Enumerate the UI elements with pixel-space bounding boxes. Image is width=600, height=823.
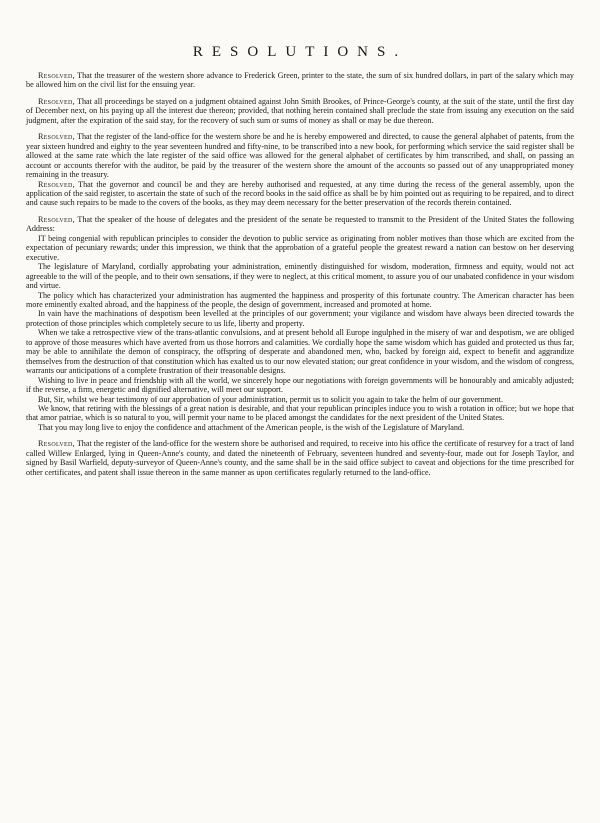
resolved-lead: Resolved, <box>38 132 75 142</box>
paragraph <box>26 423 574 432</box>
paragraph-text: The legislature of Maryland, cordially approbating your administration, eminently distinguished for wisdom, moderation, firmness and equity, would not act agreeable to the will of the people, and to their own sensations, if they were to neglect, at this critical moment, to assure you of our unabated confidence in your wisdom and virtue. <box>26 262 574 291</box>
resolved-lead: Resolved, <box>38 179 75 189</box>
paragraph-text: In vain have the machinations of despotism been levelled at the principles of our government; your vigilance and wisdom have always been directed towards the protection of those principles which completely secure to us life, liberty and property. <box>26 309 574 328</box>
paragraph <box>26 132 574 179</box>
paragraph-text: That all proceedings be stayed on a judgment obtained against John Smith Brookes, of Prince-George's county, at the suit of the state, until the first day of December next, on his paying up all the interest due thereon; provided, that nothing herein contained shall preclude the state from issuing any execution on the said judgment, after the expiration of the said stay, for the recovery of such sum or sums of money as shall or may be due thereon. <box>26 96 574 125</box>
paragraph <box>26 291 574 310</box>
paragraph-text: That the speaker of the house of delegates and the president of the senate be requested to transmit to the President of the United States the following Address: <box>26 214 574 234</box>
paragraph-text: But, Sir, whilst we bear testimony of our approbation of your administration, permit us to solicit you again to take the helm of our government. <box>38 394 503 404</box>
paragraph-text: We know, that retiring with the blessings of a great nation is desirable, and that your republican principles induce you to wish a rotation in office; but we hope that that amor patriae, which is so natural to you, will permit your name to be placed amongst the candidates for the next president of the United States. <box>26 403 574 423</box>
paragraph <box>26 180 574 208</box>
paragraph-text: That the register of the land-office for the western shore be authorised and required, to receive into his office the certificate of resurvey for a tract of land called Willew Enlarged, lying in Queen-Anne's county, and dated the nineteenth of February, seventeen hundred and seventy-four, made out for Joseph Taylor, and signed by Basil Warfield, deputy-surveyor of Queen-Anne's county, and the same shall be in the said office subject to caveat and objections for the time prescribed for other certificates, and patent shall issue thereon in the same manner as upon certificates regularly returned to the land-office. <box>26 439 574 477</box>
paragraph-text: That the treasurer of the western shore advance to Frederick Green, printer to the state, the sum of six hundred dollars, in part of the salary which may be allowed him on the civil list for the ensuing year. <box>26 71 574 90</box>
paragraph-text: That the register of the land-office for the western shore be and he is hereby empowered and directed, to cause the general alphabet of patents, from the year sixteen hundred and eighty to the year seventeen hundred and fifty-nine, to be transcribed into a new book, for performing which service the said register shall be allowed at the same rate which the late register of the said office was allowed for the general alphabet of certificates by him transcribed, and shall, on passing an account or accounts therefor with the auditor, be paid by the treasurer of the western shore the amount of the accounts so passed out of any unappropriated money remaining in the treasury. <box>26 132 574 180</box>
resolved-lead: Resolved, <box>38 71 75 80</box>
paragraph-text: Wishing to live in peace and friendship with all the world, we sincerely hope our negotiations with foreign governments will be honourably and amicably adjusted; if the reverse, a firm, energetic and dignified alternative, will meet our support. <box>26 375 574 395</box>
paragraph <box>26 234 574 262</box>
resolved-lead: Resolved, <box>38 214 75 224</box>
paragraph <box>26 97 574 125</box>
paragraph-text: The policy which has characterized your administration has augmented the happiness and prosperity of this fortunate country. The American character has been more eminently exalted abroad, and the happiness of the people, the design of government, increased and promoted at home. <box>26 290 574 309</box>
paragraph <box>26 395 574 404</box>
resolved-lead: Resolved, <box>38 439 75 449</box>
paragraph-text: IT being congenial with republican principles to consider the devotion to public service as originating from nobler motives than those which are excited from the expectation of pecuniary rewards; under this impression, we think that the approbation of a grateful people the greatest reward a nation can bestow on her deserving executive. <box>26 233 574 262</box>
paragraph-text: That the governor and council be and they are hereby authorised and requested, at any time during the recess of the general assembly, upon the application of the said register, to ascertain the state of such of the record books in the said office as shall be by him pointed out as requiring to be repaired, and to direct and cause such repairs to be made to the covers of the books, as they may deem necessary for the better preservation of the records therein contained. <box>26 179 574 208</box>
paragraph <box>26 262 574 290</box>
paragraph-text: That you may long live to enjoy the confidence and attachment of the American people, is the wish of the Legislature of Maryland. <box>38 422 464 432</box>
paragraph <box>26 215 574 234</box>
paragraph <box>26 439 574 477</box>
paragraph <box>26 376 574 395</box>
paragraph <box>26 404 574 423</box>
resolved-lead: Resolved, <box>38 96 75 106</box>
paragraph <box>26 328 574 375</box>
document-title: RESOLUTIONS. <box>192 44 408 60</box>
paragraph-text: When we take a retrospective view of the trans-atlantic convulsions, and at present behold all Europe ingulphed in the misery of war and despotism, we are obliged to approve of those measures which have averted from us those horrors and calamities. We cordially hope the same wisdom which has guided and protected us thus far, may be able to annihilate the demon of conspiracy, the offspring of desperate and abandoned men, who, backed by foreign aid, expect to benefit and aggrandize themselves from the destruction of that constitution which has exalted us to our now elevated station; our great confidence in your wisdom, and the wisdom of congress, warrants our anticipations of a complete frustration of their treasonable designs. <box>26 328 574 376</box>
paragraph <box>26 309 574 328</box>
paragraph <box>26 71 574 90</box>
document-body <box>26 71 574 477</box>
